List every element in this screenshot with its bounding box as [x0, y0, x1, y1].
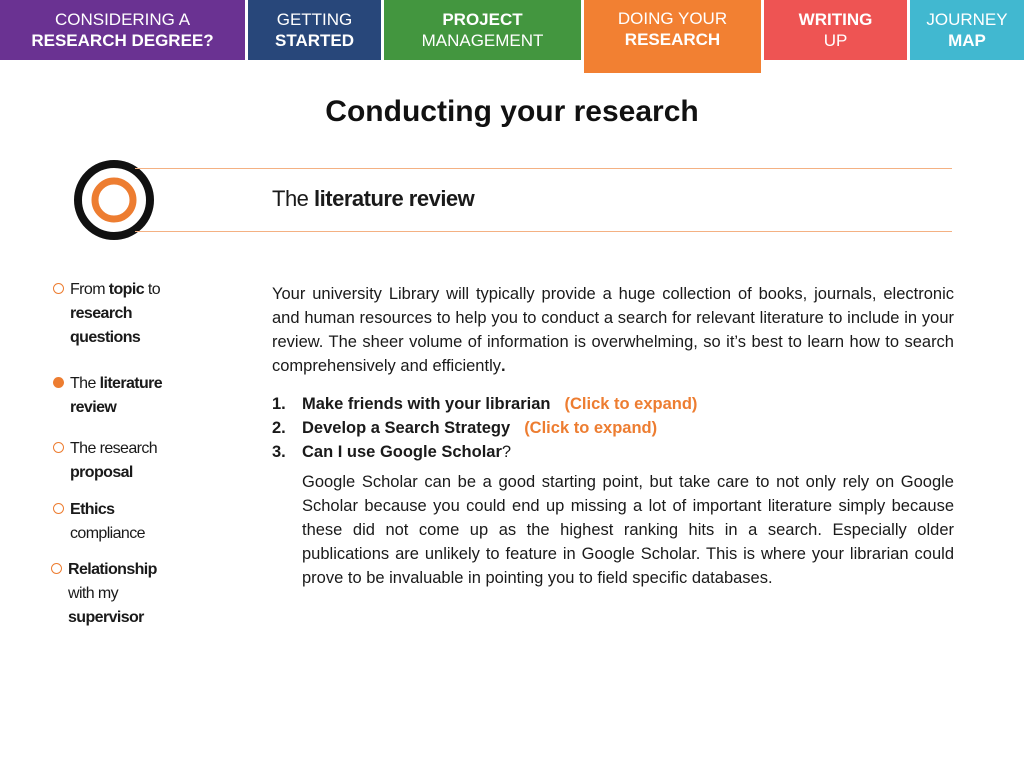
step-number: 1.	[272, 395, 286, 413]
expand-librarian-link[interactable]: (Click to expand)	[564, 395, 698, 413]
tab-journey-map[interactable]	[910, 0, 1024, 60]
bullet-circle-icon	[53, 503, 64, 514]
sidebar-line	[70, 396, 116, 420]
sidebar-line	[70, 437, 157, 461]
sidebar-text-bold: Relationship	[68, 561, 157, 578]
step-search-strategy	[272, 416, 954, 440]
sidebar-text: The research	[70, 440, 158, 457]
sidebar-text-bold: supervisor	[68, 609, 144, 626]
step-label: Develop a Search Strategy	[302, 419, 511, 437]
section-title-bold: literature review	[314, 186, 475, 211]
intro-end: .	[501, 357, 506, 375]
tab-getting-started[interactable]	[248, 0, 381, 60]
tab-label-line2: RESEARCH DEGREE?	[31, 31, 214, 50]
tab-label-line1: JOURNEY	[926, 10, 1008, 29]
step-google-scholar	[272, 440, 954, 464]
step-label: Make friends with your librarian	[302, 395, 551, 413]
sidebar-text: From	[70, 281, 109, 298]
tab-considering-research-degree[interactable]	[0, 0, 245, 60]
step-label: Can I use Google Scholar	[302, 443, 502, 461]
sidebar-text-bold: research	[70, 305, 132, 322]
sidebar-text-bold: questions	[70, 329, 141, 346]
sidebar-text: with my	[68, 585, 119, 602]
intro-text: Your university Library will typically provide a huge collection of books, journals, electronic and human resources to help you to conduct a search for relevant literature to include in your review. The sheer volume of information is overwhelming, so it’s best to learn how to search comprehensively and efficiently	[272, 285, 954, 375]
tab-label-line2: MAP	[948, 31, 986, 50]
top-nav	[0, 0, 1024, 74]
header-divider-bottom	[135, 231, 952, 232]
header-divider-top	[135, 168, 952, 169]
tab-label-line1: DOING YOUR	[617, 9, 728, 28]
sidebar-text-bold: literature	[99, 375, 163, 392]
step-librarian	[272, 392, 954, 416]
bullet-circle-icon	[51, 563, 62, 574]
sidebar-line	[70, 278, 160, 302]
bullet-circle-icon	[53, 283, 64, 294]
section-title-prefix: The	[272, 186, 315, 211]
sidebar-line	[70, 302, 132, 326]
sidebar-line	[70, 522, 145, 546]
tab-label-line1: WRITING	[798, 10, 873, 29]
tab-label-line1: GETTING	[276, 10, 353, 29]
bullet-circle-icon	[53, 442, 64, 453]
step-suffix: ?	[501, 443, 512, 461]
tab-doing-your-research[interactable]	[584, 0, 761, 73]
sidebar-line	[68, 582, 118, 606]
google-scholar-paragraph: Google Scholar can be a good starting point, but take care to not only rely on Google Scholar because you could end up missing a lot of important literature simply because these did not come up as the highest ranking hits in a search. Especially older publications are unlikely to feature in Google Scholar. This is where your librarian could prove to be invaluable in pointing you to field specific databases.	[302, 473, 954, 587]
bullet-filled-icon	[53, 377, 64, 388]
step-number: 3.	[272, 443, 286, 461]
sidebar-text: to	[144, 281, 161, 298]
intro-paragraph	[272, 282, 954, 378]
steps-list	[272, 392, 954, 464]
tab-label-line2: RESEARCH	[624, 30, 721, 49]
target-icon	[72, 158, 156, 242]
sidebar-line	[70, 498, 114, 522]
tab-label-line1: CONSIDERING A	[54, 10, 191, 29]
sidebar-line	[70, 372, 162, 396]
step-number: 2.	[272, 419, 286, 437]
expand-search-strategy-link[interactable]: (Click to expand)	[524, 419, 658, 437]
section-title	[272, 186, 474, 212]
sidebar-text-bold: Ethics	[70, 501, 115, 518]
tab-writing-up[interactable]	[764, 0, 907, 60]
sidebar-text-bold: review	[70, 399, 117, 416]
page-title: Conducting your research	[325, 95, 699, 128]
tab-label-line2: STARTED	[274, 31, 354, 50]
main-content	[272, 282, 954, 590]
sidebar-line	[70, 461, 133, 485]
sidebar-line	[68, 558, 157, 582]
tab-label-line2: MANAGEMENT	[421, 31, 544, 50]
tab-project-management[interactable]	[384, 0, 581, 60]
sidebar-text: compliance	[70, 525, 145, 542]
tab-label-line1: PROJECT	[442, 10, 523, 29]
sidebar-line	[70, 326, 140, 350]
tab-label-line2: UP	[823, 31, 848, 50]
sidebar-line	[68, 606, 144, 630]
sidebar-text: The	[70, 375, 100, 392]
sidebar-text-bold: topic	[108, 281, 145, 298]
sidebar-text-bold: proposal	[70, 464, 133, 481]
